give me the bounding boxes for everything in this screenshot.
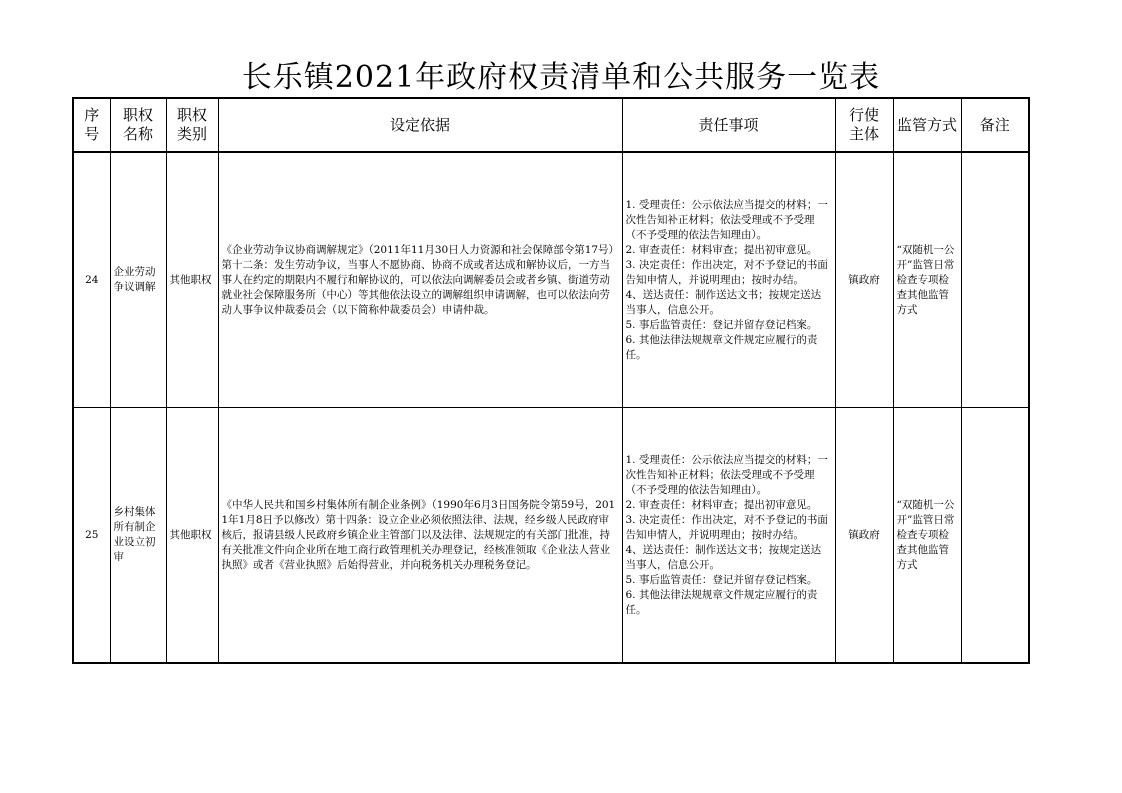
header-type: 职权 类别 — [166, 98, 218, 152]
cell-basis: 《中华人民共和国乡村集体所有制企业条例》（1990年6月3日国务院令第59号，2011年1月8日予以修改）第十四条：设立企业必须依照法律、法规，经乡级人民政府审核后，报请县级人民政府乡镇企业主管部门以及法律、法规规定的有关部门批准，持有关批准文件向企业所在地工商行政管理机关办理登记，经核准领取《企业法人营业执照》或者《营业执照》后始得营业，并向税务机关办理税务登记。 — [218, 408, 622, 664]
table-header-row — [73, 98, 1029, 152]
power-list-table — [72, 97, 1030, 664]
cell-type: 其他职权 — [166, 152, 218, 408]
cell-duty: 1. 受理责任：公示依法应当提交的材料；一次性告知补正材料；依法受理或不予受理（不予受理的依法告知理由）。 2. 审查责任：材料审查；提出初审意见。 3. 决定责任：作出决定，对不予登记的书面告知申情人，并说明理由；按时办结。 4、送达责任：制作送达文书；按规定送达当事人，信息公开。 5. 事后监管责任：登记并留存登记档案。 6. 其他法律法规规章文件规定应履行的责任。 — [622, 408, 835, 664]
cell-name: 企业劳动争议调解 — [110, 152, 166, 408]
cell-type: 其他职权 — [166, 408, 218, 664]
header-subject: 行使 主体 — [835, 98, 893, 152]
cell-remark — [961, 408, 1029, 664]
header-supervision: 监管方式 — [893, 98, 961, 152]
cell-supervision: “双随机一公开”监管日常检查专项检查其他监管方式 — [893, 408, 961, 664]
header-remark: 备注 — [961, 98, 1029, 152]
table-row — [73, 152, 1029, 408]
cell-seq: 24 — [73, 152, 110, 408]
cell-supervision: “双随机一公开”监管日常检查专项检查其他监管方式 — [893, 152, 961, 408]
cell-remark — [961, 152, 1029, 408]
header-name: 职权 名称 — [110, 98, 166, 152]
header-basis: 设定依据 — [218, 98, 622, 152]
cell-name: 乡村集体所有制企业设立初审 — [110, 408, 166, 664]
header-seq: 序号 — [73, 98, 110, 152]
page-title: 长乐镇2021年政府权责清单和公共服务一览表 — [241, 60, 881, 95]
cell-basis: 《企业劳动争议协商调解规定》（2011年11月30日人力资源和社会保障部令第17号）第十二条：发生劳动争议，当事人不愿协商、协商不成或者达成和解协议后，一方当事人在约定的期限内不履行和解协议的，可以依法向调解委员会或者乡镇、街道劳动就业社会保障服务所（中心）等其他依法设立的调解组织申请调解，也可以依法向劳动人事争议仲裁委员会（以下简称仲裁委员会）申请仲裁。 — [218, 152, 622, 408]
cell-duty: 1. 受理责任：公示依法应当提交的材料；一次性告知补正材料；依法受理或不予受理（不予受理的依法告知理由）。 2. 审查责任：材料审查；提出初审意见。 3. 决定责任：作出决定，对不予登记的书面告知申情人，并说明理由；按时办结。 4、送达责任：制作送达文书；按规定送达当事人，信息公开。 5. 事后监管责任：登记并留存登记档案。 6. 其他法律法规规章文件规定应履行的责任。 — [622, 152, 835, 408]
header-duty: 责任事项 — [622, 98, 835, 152]
cell-subject: 镇政府 — [835, 152, 893, 408]
cell-seq: 25 — [73, 408, 110, 664]
table-row — [73, 408, 1029, 664]
cell-subject: 镇政府 — [835, 408, 893, 664]
